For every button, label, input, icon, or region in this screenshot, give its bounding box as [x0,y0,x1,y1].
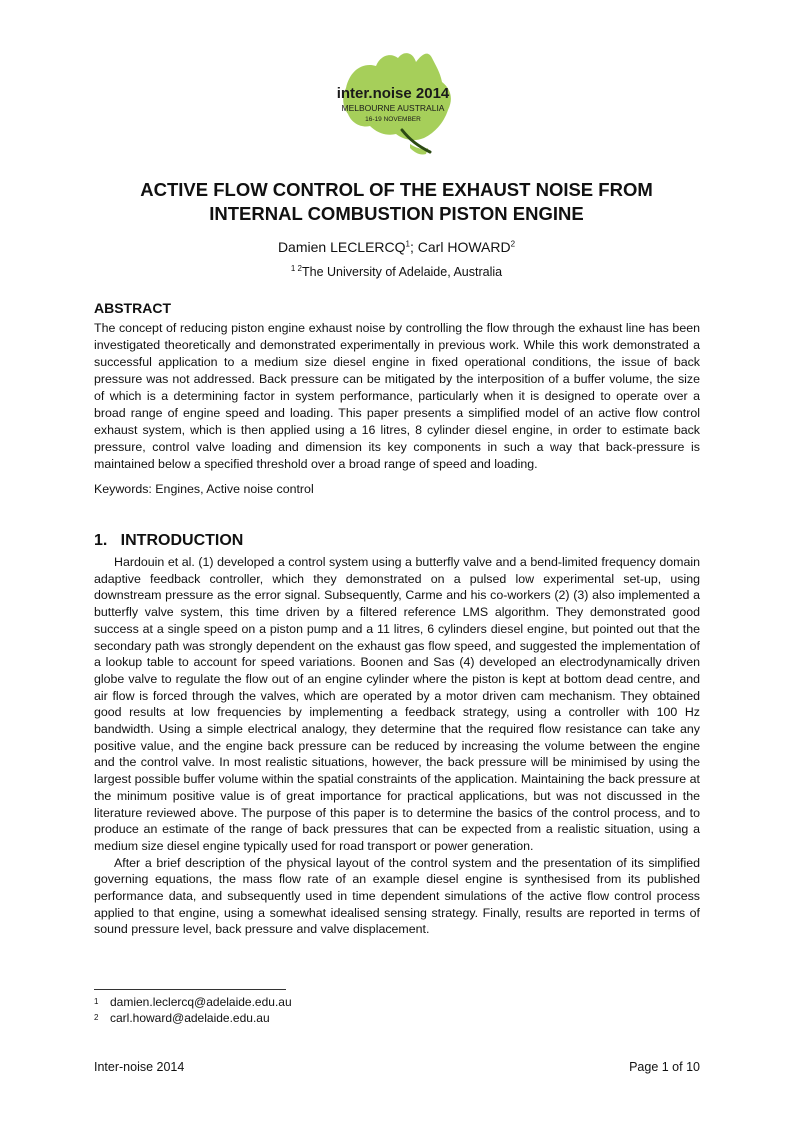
keywords: Keywords: Engines, Active noise control [94,482,314,496]
footnote-text: damien.leclercq@adelaide.edu.au [110,995,292,1009]
author-2: Carl HOWARD [417,239,511,255]
intro-paragraph-2: After a brief description of the physical layout of the control system and the presentation of its simplified governing equations, the mass flow rate of an example diesel engine is synthesised from its published performance data, and subsequently used in time dependent simulations of the active flow control process applied to that engine, using a somewhat idealised sensing strategy. Finally, results are reported in terms of sound pressure level, back pressure and valve displacement. [94,855,700,937]
logo-title: inter.noise 2014 [336,85,450,102]
page-number: Page 1 of 10 [629,1060,700,1074]
footnote-mark: 2 [94,1013,99,1022]
logo-dates: 16-19 NOVEMBER [365,116,421,123]
conference-logo [318,40,468,165]
intro-paragraph-1: Hardouin et al. (1) developed a control system using a butterfly valve and a bend-limited frequency domain adaptive feedback controller, which they demonstrated on a pulsed low experimental set-up, using downstream pressure as the error signal. Subsequently, Carme and his co-workers (2) (3) also implemented a butterfly valve system, this time driven by a filtered reference LMS algorithm. They demonstrated good success at a single speed on a piston pump and a 11 litres, 6 cylinders diesel engine, but pointed out that the secondary path was strongly dependent on the exhaust gas flow speed, and suggested the implementation of a lookup table to account for speed variations. Boonen and Sas (4) developed an electrodynamically driven globe valve to regulate the flow out of an engine cylinder where the piston is kept at bottom dead centre, and air flow is forced through the valves, which are operated by a motor driven cam mechanism. They obtained good results at low frequencies by implementing a feedback strategy, using a controller with 100 Hz bandwidth. Using a simple electrical analogy, they determine that the required flow resistance can take any positive value, and the engine back pressure can be reduced by increasing the volume between the engine and the control valve. In most realistic situations, however, the back pressure will be minimised by using the largest possible buffer volume within the spatial constraints of the application. Maintaining the back pressure at the minimum positive value is of great importance for practical applications, but was not discussed in the literature reviewed above. The purpose of this paper is to determine the basics of the control process, and to produce an estimate of the range of back pressures that can be expected from a realistic situation, using a medium size diesel engine typically used for road transport or power generation. [94,555,700,853]
logo-location: MELBOURNE AUSTRALIA [341,103,445,113]
footer-conference: Inter-noise 2014 [94,1060,185,1074]
abstract-heading: ABSTRACT [94,300,171,316]
section-heading-introduction: 1. INTRODUCTION [94,532,244,549]
footnote-text: carl.howard@adelaide.edu.au [110,1011,270,1025]
author-separator: ; [410,239,418,255]
author-1: Damien LECLERCQ [277,239,406,255]
footnote-mark: 1 [94,997,99,1006]
affiliation-text: The University of Adelaide, Australia [302,265,503,279]
title-line-1: ACTIVE FLOW CONTROL OF THE EXHAUST NOISE FROM [140,179,653,200]
title-line-2: INTERNAL COMBUSTION PISTON ENGINE [209,203,584,224]
author-list [60,238,733,256]
footnote-divider [94,989,286,990]
australia-map-logo [318,40,468,165]
footnotes [94,994,292,1026]
footnote-2 [94,1010,292,1026]
introduction-body [94,554,700,938]
affiliation-superscript: 1 2 [290,263,302,273]
affiliation [60,264,733,280]
author-1-superscript: 1 [405,239,410,249]
paper-title [60,178,733,226]
footnote-1 [94,994,292,1010]
author-2-superscript: 2 [510,239,516,249]
abstract-text: The concept of reducing piston engine exhaust noise by controlling the flow through the exhaust line has been investigated theoretically and demonstrated experimentally in previous work. While this work demonstrated a successful application to a medium size diesel engine in fixed operational conditions, the issue of back pressure was not addressed. Back pressure can be mitigated by the interposition of a buffer volume, the size of which is a determining factor in system performance, particularly when it is designed to operate over a broad range of engine speed and loading. This paper presents a simplified model of an active flow control exhaust system, which is then applied using a 16 litres, 8 cylinder diesel engine, in order to estimate back pressure, control valve loading and dimension its key components in such a way that back-pressure is maintained below a specified threshold over a broad range of speed and loading. [94,321,700,471]
